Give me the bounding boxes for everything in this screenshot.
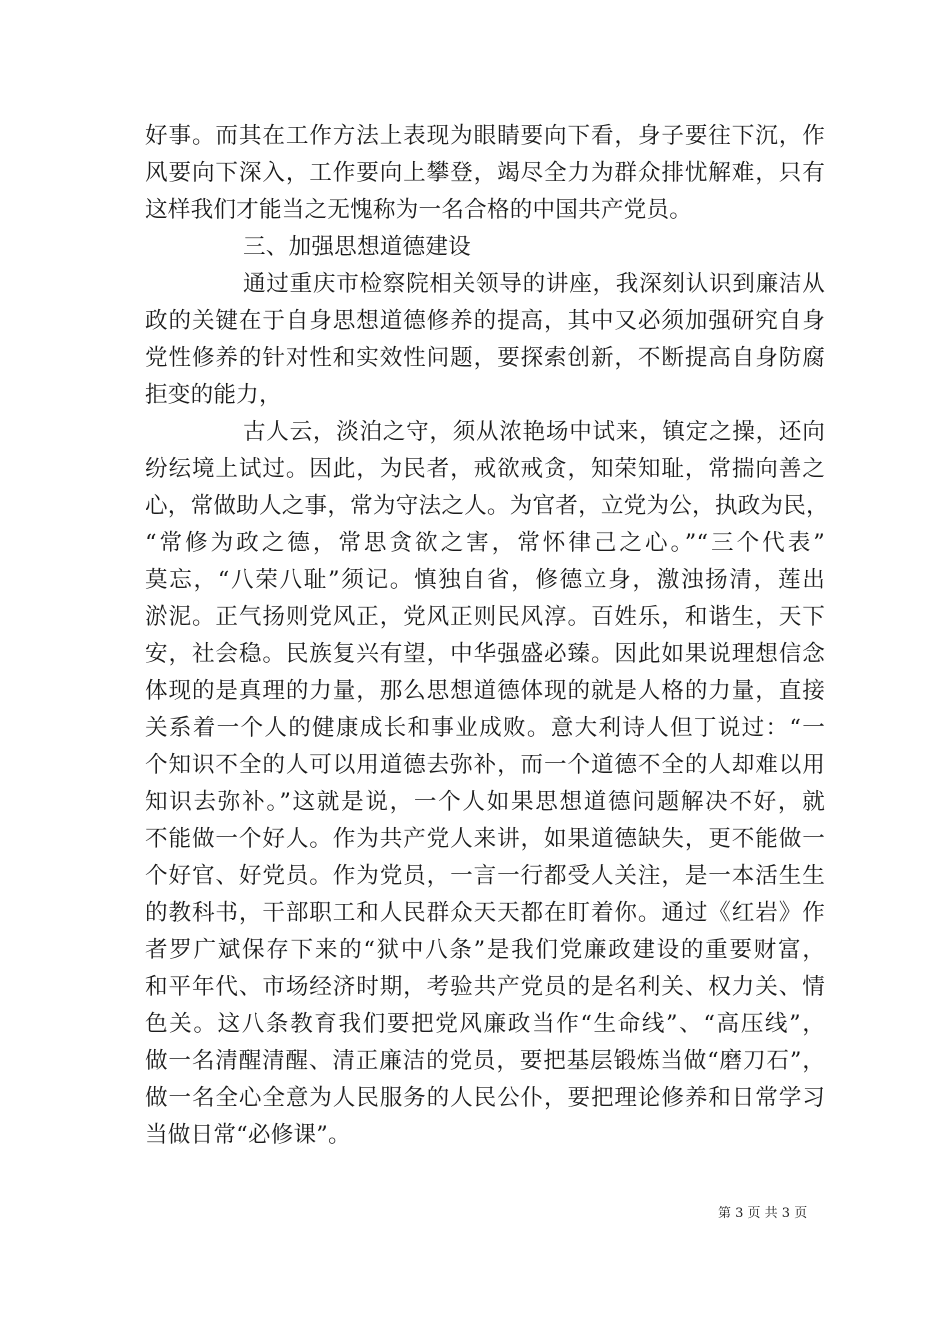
text-line: 不能做一个好人。作为共产党人来讲，如果道德缺失，更不能做一 — [145, 826, 825, 852]
text-line: 当做日常“必修课”。 — [145, 1122, 351, 1148]
text-line: 这样我们才能当之无愧称为一名合格的中国共产党员。 — [145, 197, 693, 223]
text-line: 和平年代、市场经济时期，考验共产党员的是名利关、权力关、情 — [145, 974, 825, 1000]
text-line: 者罗广斌保存下来的“狱中八条”是我们党廉政建设的重要财富， — [145, 937, 825, 963]
text-line: 纷纭境上试过。因此，为民者，戒欲戒贪，知荣知耻，常揣向善之 — [145, 456, 825, 482]
text-line: 莫忘，“八荣八耻”须记。慎独自省，修德立身，激浊扬清，莲出 — [145, 567, 825, 593]
text-line: 古人云，淡泊之守，须从浓艳场中试来，镇定之操，还向 — [243, 419, 825, 445]
text-line: 淤泥。正气扬则党风正，党风正则民风淳。百姓乐，和谐生，天下 — [145, 604, 825, 630]
section-heading: 三、加强思想道德建设 — [243, 234, 471, 260]
text-line: 风要向下深入，工作要向上攀登，竭尽全力为群众排忧解难，只有 — [145, 160, 825, 186]
text-line: 通过重庆市检察院相关领导的讲座，我深刻认识到廉洁从 — [243, 271, 825, 297]
text-line: 安，社会稳。民族复兴有望，中华强盛必臻。因此如果说理想信念 — [145, 641, 825, 667]
text-line: 个好官、好党员。作为党员，一言一行都受人关注，是一本活生生 — [145, 863, 825, 889]
text-line: 做一名全心全意为人民服务的人民公仆，要把理论修养和日常学习 — [145, 1085, 825, 1111]
text-line: 党性修养的针对性和实效性问题，要探索创新，不断提高自身防腐 — [145, 345, 825, 371]
text-line: 知识去弥补。”这就是说，一个人如果思想道德问题解决不好，就 — [145, 789, 825, 815]
text-line: 心，常做助人之事，常为守法之人。为官者，立党为公，执政为民， — [145, 493, 829, 519]
text-line: 个知识不全的人可以用道德去弥补，而一个道德不全的人却难以用 — [145, 752, 825, 778]
text-line: 政的关键在于自身思想道德修养的提高，其中又必须加强研究自身 — [145, 308, 825, 334]
text-line: 好事。而其在工作方法上表现为眼睛要向下看，身子要往下沉，作 — [145, 123, 825, 149]
text-line: 体现的是真理的力量，那么思想道德体现的就是人格的力量，直接 — [145, 678, 825, 704]
text-line: 做一名清醒清醒、清正廉洁的党员，要把基层锻炼当做“磨刀石”， — [145, 1048, 825, 1074]
page-number: 第 3 页 共 3 页 — [718, 1206, 808, 1221]
text-line: 色关。这八条教育我们要把党风廉政当作“生命线”、“高压线”， — [145, 1011, 825, 1037]
text-line: 关系着一个人的健康成长和事业成败。意大利诗人但丁说过：“一 — [145, 715, 825, 741]
text-line: 拒变的能力， — [145, 382, 282, 408]
text-line: 的教科书，干部职工和人民群众天天都在盯着你。通过《红岩》作 — [145, 900, 825, 926]
text-line: “常修为政之德，常思贪欲之害，常怀律己之心。”“三个代表” — [145, 530, 825, 556]
